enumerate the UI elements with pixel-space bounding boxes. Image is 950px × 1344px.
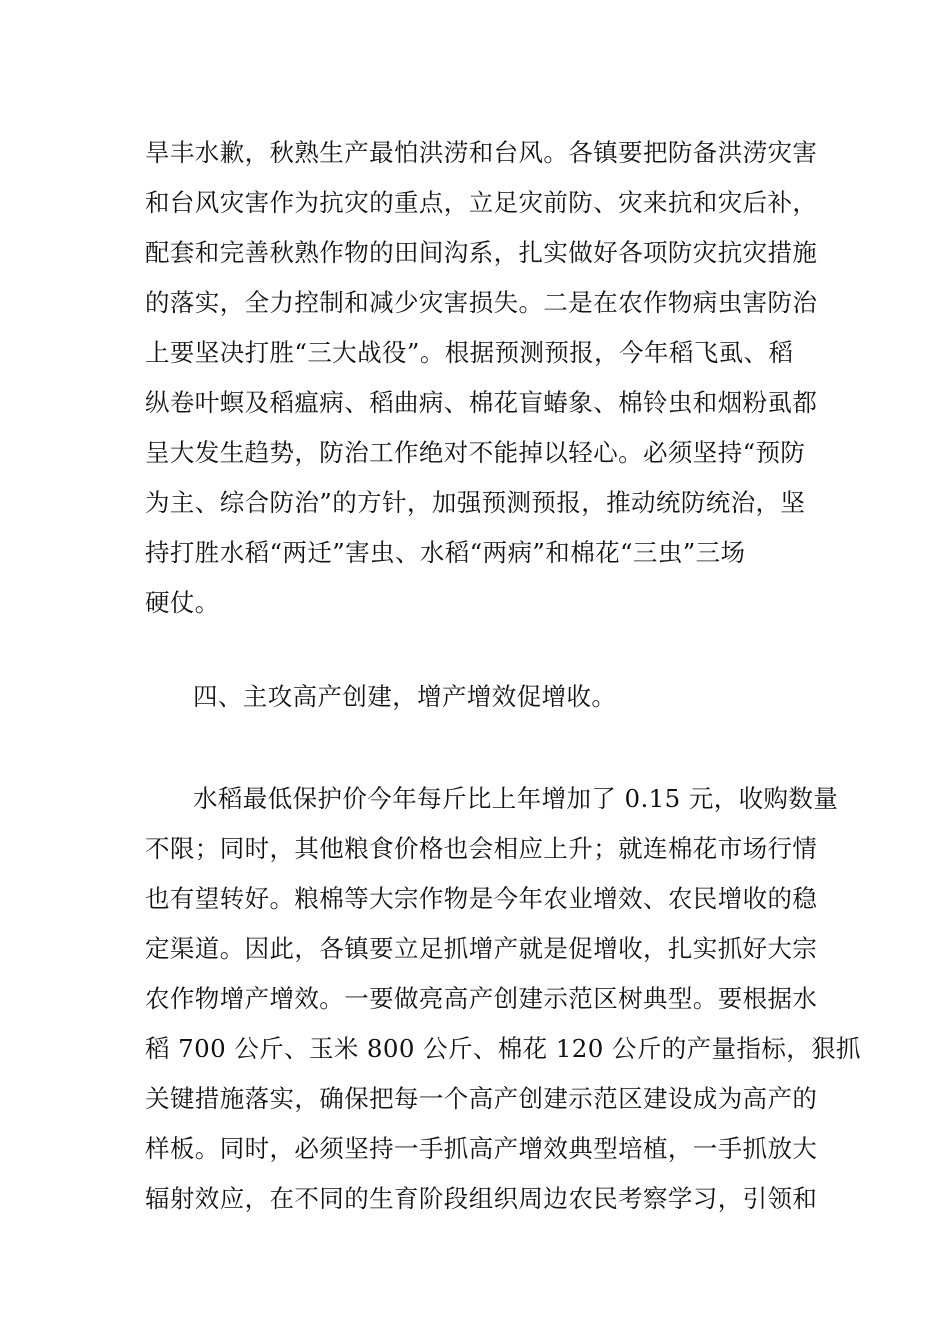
- paragraph-2-line: 不限；同时，其他粮食价格也会相应上升；就连棉花市场行情: [145, 834, 818, 863]
- paragraph-2-line: 关键措施落实，确保把每一个高产创建示范区建设成为高产的: [145, 1084, 818, 1113]
- section-heading: 四、主攻高产创建，增产增效促增收。: [193, 682, 617, 711]
- paragraph-1-line: 呈大发生趋势，防治工作绝对不能掉以轻心。必须坚持“预防: [145, 438, 806, 467]
- paragraph-2-line: 定渠道。因此，各镇要立足抓增产就是促增收，扎实抓好大宗: [145, 934, 818, 963]
- paragraph-1-line: 为主、综合防治”的方针，加强预测预报，推动统防统治，坚: [145, 488, 806, 517]
- paragraph-2-line: 样板。同时，必须坚持一手抓高产增效典型培植，一手抓放大: [145, 1134, 818, 1163]
- paragraph-1-line: 上要坚决打胜“三大战役”。根据预测预报，今年稻飞虱、稻: [145, 338, 794, 367]
- paragraph-1-line: 纵卷叶螟及稻瘟病、稻曲病、棉花盲蝽象、棉铃虫和烟粉虱都: [145, 388, 818, 417]
- paragraph-2-line: 农作物增产增效。一要做亮高产创建示范区树典型。要根据水: [145, 984, 818, 1013]
- paragraph-1-line: 硬仗。: [145, 588, 220, 617]
- paragraph-2-line: 辐射效应，在不同的生育阶段组织周边农民考察学习，引领和: [145, 1184, 818, 1213]
- paragraph-1-line: 配套和完善秋熟作物的田间沟系，扎实做好各项防灾抗灾措施: [145, 238, 818, 267]
- paragraph-1-line: 和台风灾害作为抗灾的重点，立足灾前防、灾来抗和灾后补，: [145, 188, 818, 217]
- paragraph-1-line: 旱丰水歉，秋熟生产最怕洪涝和台风。各镇要把防备洪涝灾害: [145, 138, 818, 167]
- paragraph-1-line: 的落实，全力控制和减少灾害损失。二是在农作物病虫害防治: [145, 288, 818, 317]
- paragraph-2-line: 稻 700 公斤、玉米 800 公斤、棉花 120 公斤的产量指标，狠抓: [145, 1034, 861, 1063]
- paragraph-2-line: 也有望转好。粮棉等大宗作物是今年农业增效、农民增收的稳: [145, 884, 818, 913]
- paragraph-2-line: 水稻最低保护价今年每斤比上年增加了 0.15 元，收购数量: [193, 784, 839, 813]
- paragraph-1-line: 持打胜水稻“两迁”害虫、水稻“两病”和棉花“三虫”三场: [145, 538, 746, 567]
